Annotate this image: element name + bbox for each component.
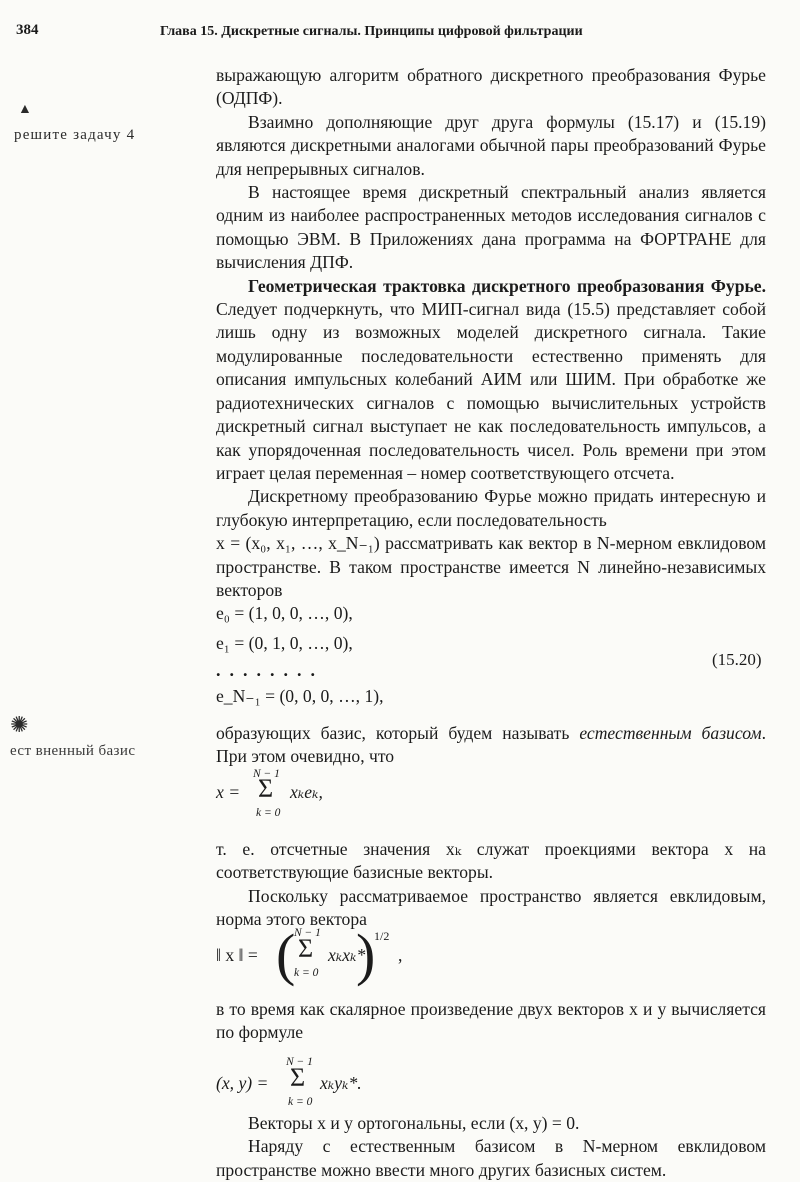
formula-ip-term <box>320 1073 362 1094</box>
formula-ip-term-text: xₖyₖ*. <box>320 1073 362 1093</box>
ip-upper-limit: N − 1 <box>286 1056 313 1068</box>
ip-sum-sign: Σ <box>290 1063 306 1092</box>
formula-x-lhs <box>216 782 240 803</box>
triangle-icon: ▲ <box>18 102 32 117</box>
formula-norm-term-text: xₖxₖ* <box>328 945 366 965</box>
right-paren: ) <box>356 922 376 987</box>
gear-icon: ✺ <box>10 712 29 737</box>
formula-norm-lhs: ‖ x ‖ = <box>216 945 258 965</box>
paragraph: Наряду с естественным базисом в N-мерном евклидовом пространстве можно ввести много других базисных систем. <box>216 1136 766 1180</box>
paragraph-text: Следует подчеркнуть, что МИП-сигнал вида (15.5) представляет собой лишь одну из возможных моделей дискретного сигнала. Такие модулированные последовательности естественно применять для описания импульсных колебаний АИМ или ШИМ. При обработке же радиотехнических сигналов с помощью вычислительных устройств дискретный сигнал выступает не как последовательность импульсов, а как упорядоченная последовательность чисел. Роль времени при этом играет целая переменная – номер соответствующего отсчета. <box>216 299 766 483</box>
paragraph: т. е. отсчетные значения xₖ служат проекциями вектора x на соответствующие базисные векторы. <box>216 839 766 883</box>
text-block-projection <box>216 838 766 932</box>
sum-upper-limit: N − 1 <box>253 768 280 780</box>
paragraph: x = (x₀, x₁, …, x_N₋₁) рассматривать как вектор в N-мерном евклидовом пространстве. В таком пространстве имеется N линейно-независимых векторов <box>216 533 766 600</box>
text-block-inner-product <box>216 998 766 1045</box>
margin-note-basis: ест вненный базис <box>10 743 136 759</box>
norm-lower-limit: k = 0 <box>294 967 319 979</box>
formula-ip-lhs-text: (x, y) = <box>216 1073 269 1093</box>
paragraph-text: . При этом очевидно, что <box>216 723 766 767</box>
paragraph: в то время как скалярное произведение двух векторов x и y вычисляется по формуле <box>216 999 766 1043</box>
formula-ip-lhs <box>216 1073 268 1094</box>
formula-x-text: x = <box>216 782 241 802</box>
paragraph: выражающую алгоритм обратного дискретного преобразования Фурье (ОДПФ). <box>216 65 766 109</box>
equation-e0: e₀ = (1, 0, 0, …, 0), <box>216 603 353 623</box>
running-header: Глава 15. Дискретные сигналы. Принципы цифровой фильтрации <box>160 24 583 39</box>
norm-exponent: 1/2 <box>374 929 390 943</box>
ip-lower-limit: k = 0 <box>288 1096 313 1108</box>
equation-eN: e_N₋₁ = (0, 0, 0, …, 1), <box>216 686 384 706</box>
equation-e1: e₁ = (0, 1, 0, …, 0), <box>216 633 353 653</box>
section-heading: Геометрическая трактовка дискретного преобразования Фурье. <box>248 275 766 296</box>
text-block-top <box>216 64 766 602</box>
page-number: 384 <box>16 22 39 38</box>
equation-dots: ........ <box>216 660 324 680</box>
norm-sum-sign: Σ <box>298 934 314 963</box>
paragraph <box>216 722 766 769</box>
sum-lower-limit: k = 0 <box>256 807 281 819</box>
formula-norm-tail: , <box>398 945 403 965</box>
formula-x-term <box>290 782 323 803</box>
paragraph: В настоящее время дискретный спектральный анализ является одним из наиболее распространенных методов исследования сигналов с помощью ЭВМ. В Приложениях дана программа на ФОРТРАНЕ для вычисления ДПФ. <box>216 182 766 273</box>
text-block-basis <box>216 722 766 769</box>
norm-upper-limit: N − 1 <box>294 927 321 939</box>
paragraph: Поскольку рассматриваемое пространство является евклидовым, норма этого вектора <box>216 885 766 930</box>
left-paren: ( <box>276 922 296 987</box>
text-block-bottom <box>216 1112 766 1182</box>
paragraph: Дискретному преобразованию Фурье можно придать интересную и глубокую интерпретацию, если последовательность <box>216 486 766 530</box>
term-natural-basis: естественным базисом <box>579 723 762 743</box>
paragraph: Векторы x и y ортогональны, если (x, y) = 0. <box>248 1113 580 1133</box>
margin-note-task: решите задачу 4 <box>14 127 136 143</box>
equation-number: (15.20) <box>712 650 762 669</box>
formula-x-term-text: xₖeₖ, <box>290 782 323 802</box>
paragraph-text: образующих базис, который будем называть <box>216 723 580 743</box>
sum-sign: Σ <box>258 774 274 803</box>
paragraph: Взаимно дополняющие друг друга формулы (15.17) и (15.19) являются дискретными аналогами обычной пары преобразований Фурье для непрерывных сигналов. <box>216 111 766 179</box>
paragraph <box>216 275 766 486</box>
